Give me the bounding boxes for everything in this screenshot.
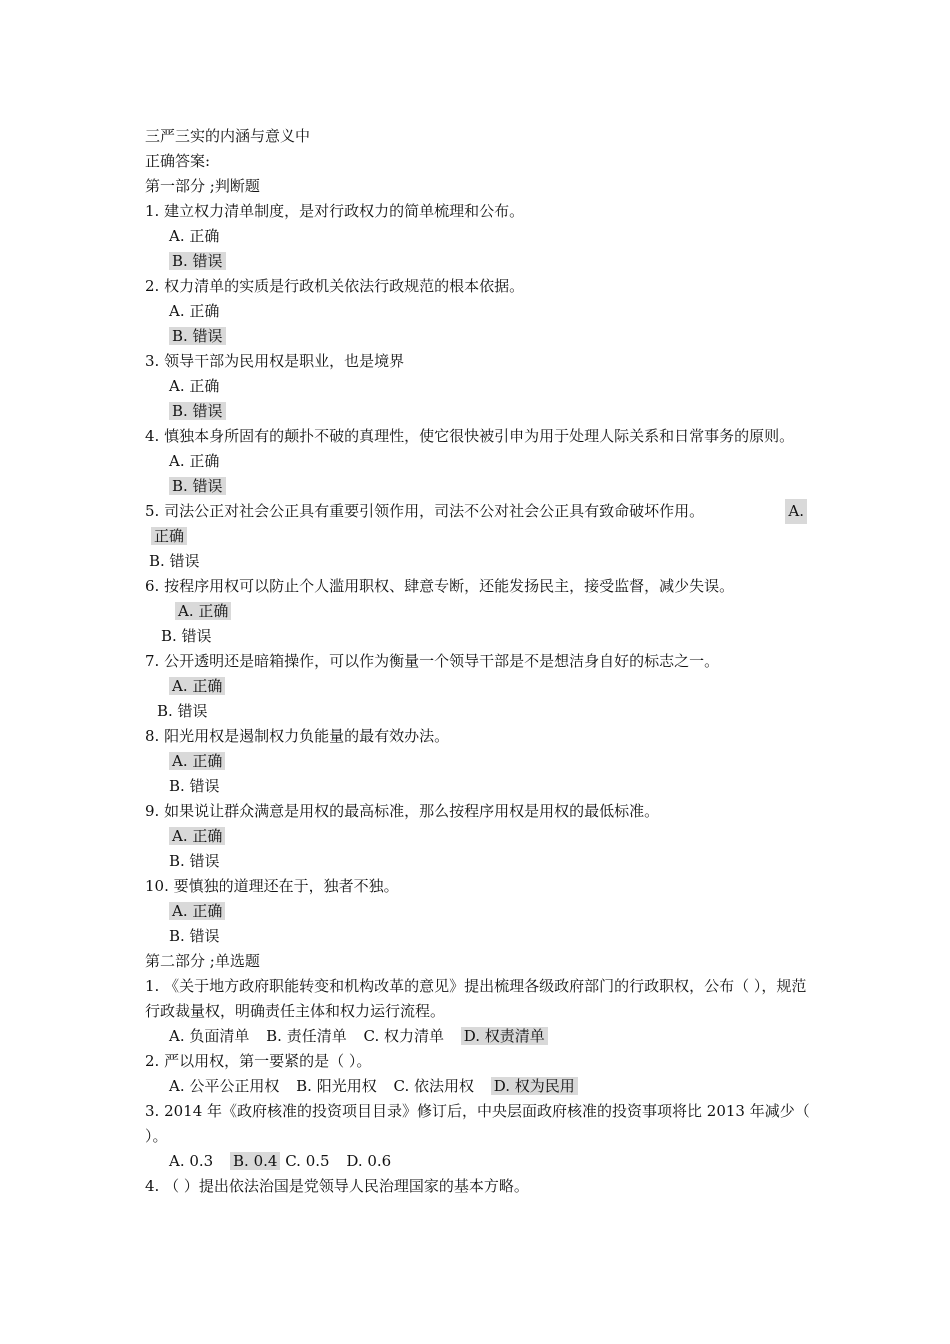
options-row [145, 1024, 810, 1049]
option-a [145, 899, 810, 924]
p1-q4-text: 4. 慎独本身所固有的颠扑不破的真理性，使它很快被引申为用于处理人际关系和日常事务的原则。 [145, 427, 795, 445]
p1-q5-text: 5. 司法公正对社会公正具有重要引领作用，司法不公对社会公正具有致命破坏作用。 [145, 502, 705, 520]
option-label: B. 错误 [161, 627, 212, 645]
option-label: A. 正确 [169, 452, 220, 470]
options-row [145, 1149, 810, 1174]
option-a [145, 599, 810, 624]
part1-heading: 第一部分 ;判断题 [145, 177, 260, 195]
p1-q1-text: 1. 建立权力清单制度，是对行政权力的简单梳理和公布。 [145, 202, 525, 220]
highlighted-answer: A. 正确 [169, 677, 225, 695]
option-b: B. 责任清单 [266, 1027, 347, 1045]
document-body [145, 124, 810, 1199]
option-b [145, 399, 810, 424]
highlighted-answer: A. 正确 [175, 602, 231, 620]
p1-q6-text: 6. 按程序用权可以防止个人滥用职权、肆意专断，还能发扬民主，接受监督，减少失误。 [145, 577, 735, 595]
highlighted-answer: B. 错误 [169, 477, 226, 495]
p1-q5-row [145, 499, 810, 524]
highlighted-answer: 正确 [151, 527, 187, 545]
option-b [145, 474, 810, 499]
p1-q10-text: 10. 要慎独的道理还在于，独者不独。 [145, 877, 399, 895]
option-c: C. 0.5 [285, 1152, 330, 1170]
option-label: B. 错误 [169, 852, 220, 870]
option-a [145, 299, 810, 324]
option-b [145, 624, 810, 649]
p2-q1-text: 1. 《关于地方政府职能转变和机构改革的意见》提出梳理各级政府部门的行政职权，公布（ ），规范行政裁量权，明确责任主体和权力运行流程。 [145, 977, 807, 1020]
highlighted-answer: B. 0.4 [230, 1152, 280, 1170]
option-c: C. 权力清单 [363, 1027, 444, 1045]
p1-q5-answer-cont [145, 524, 810, 549]
doc-title: 三严三实的内涵与意义中 [145, 127, 311, 145]
option-label: A. 正确 [169, 227, 220, 245]
p1-q8-text: 8. 阳光用权是遏制权力负能量的最有效办法。 [145, 727, 450, 745]
option-b [145, 774, 810, 799]
highlighted-answer: A. 正确 [169, 902, 225, 920]
option-c: C. 依法用权 [393, 1077, 474, 1095]
option-label: B. 错误 [169, 927, 220, 945]
option-a: A. 负面清单 [169, 1027, 250, 1045]
highlighted-answer: D. 权责清单 [461, 1027, 548, 1045]
p2-q2-text: 2. 严以用权，第一要紧的是（ ）。 [145, 1052, 372, 1070]
option-a [145, 824, 810, 849]
highlighted-answer: B. 错误 [169, 252, 226, 270]
option-b [145, 549, 810, 574]
option-b: B. 阳光用权 [296, 1077, 377, 1095]
option-b [145, 324, 810, 349]
option-a [145, 224, 810, 249]
options-row [145, 1074, 810, 1099]
option-label: A. 正确 [169, 302, 220, 320]
p1-q9-text: 9. 如果说让群众满意是用权的最高标准，那么按程序用权是用权的最低标准。 [145, 802, 660, 820]
option-b [145, 849, 810, 874]
p2-q3-text: 3. 2014 年《政府核准的投资项目目录》修订后，中央层面政府核准的投资事项将比 2013 年减少（ ）。 [145, 1102, 810, 1145]
option-a [145, 749, 810, 774]
highlighted-answer: A. 正确 [169, 827, 225, 845]
option-label: B. 错误 [149, 552, 200, 570]
answer-label: 正确答案: [145, 152, 211, 170]
highlighted-answer: A. [785, 499, 807, 524]
option-b [145, 699, 810, 724]
highlighted-answer: B. 错误 [169, 327, 226, 345]
option-label: A. 正确 [169, 377, 220, 395]
p1-q2-text: 2. 权力清单的实质是行政机关依法行政规范的根本依据。 [145, 277, 525, 295]
option-label: B. 错误 [169, 777, 220, 795]
p1-q7-text: 7. 公开透明还是暗箱操作，可以作为衡量一个领导干部是不是想洁身自好的标志之一。 [145, 652, 720, 670]
p1-q3-text: 3. 领导干部为民用权是职业，也是境界 [145, 352, 405, 370]
part2-heading: 第二部分 ;单选题 [145, 952, 260, 970]
option-a: A. 公平公正用权 [169, 1077, 280, 1095]
option-a: A. 0.3 [169, 1152, 214, 1170]
option-a [145, 674, 810, 699]
highlighted-answer: A. 正确 [169, 752, 225, 770]
option-d: D. 0.6 [346, 1152, 392, 1170]
option-b [145, 924, 810, 949]
highlighted-answer: D. 权为民用 [491, 1077, 578, 1095]
option-b [145, 249, 810, 274]
highlighted-answer: B. 错误 [169, 402, 226, 420]
option-a [145, 374, 810, 399]
option-label: B. 错误 [157, 702, 208, 720]
option-a [145, 449, 810, 474]
p2-q4-text: 4. （ ）提出依法治国是党领导人民治理国家的基本方略。 [145, 1177, 529, 1195]
